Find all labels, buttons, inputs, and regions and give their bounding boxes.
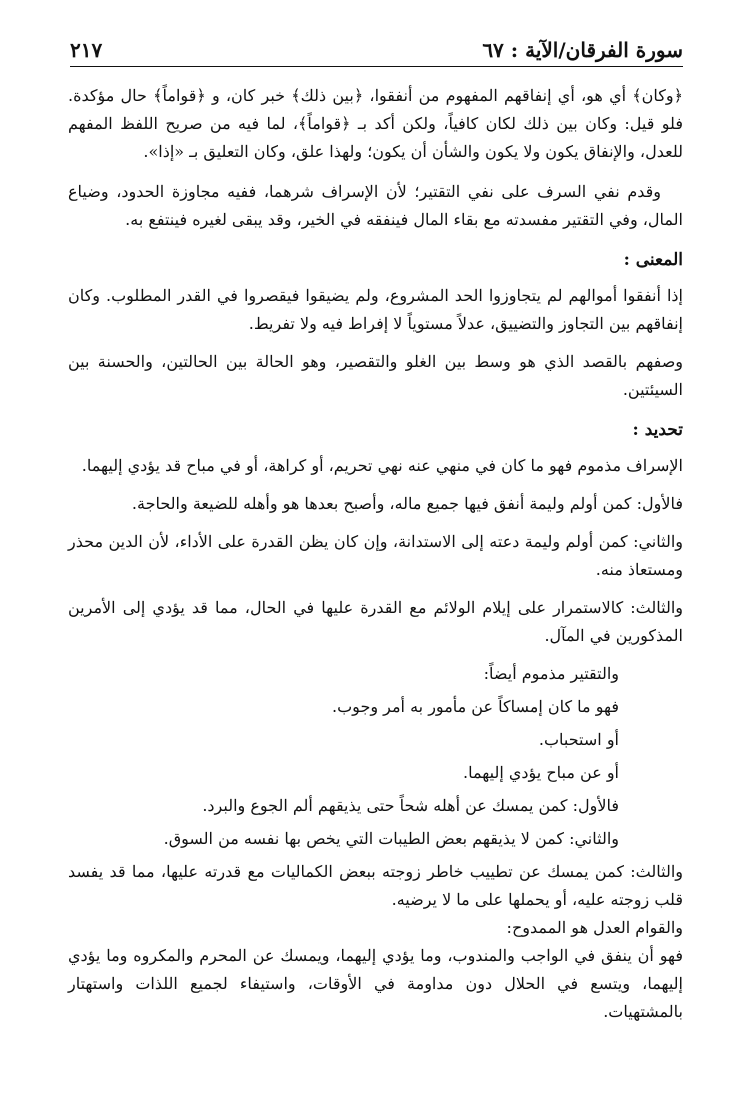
definition-paragraph-5: فالأول: كمن يمسك عن أهله شحاً حتى يذيقهم ألم الجوع والبرد. xyxy=(202,796,619,815)
stingy-list-item: أو عن مباح يؤدي إليهما. xyxy=(463,763,619,782)
definition-paragraph-1: الإسراف مذموم فهو ما كان في منهي عنه نهي تحريم، أو كراهة، أو في مباح قد يؤدي إليهما. xyxy=(81,456,683,475)
page-header xyxy=(70,28,683,67)
definition-paragraph-2: فالأول: كمن أولم وليمة أنفق فيها جميع ماله، وأصبح بعدها هو وأهله للضيعة والحاجة. xyxy=(131,494,683,513)
definition-paragraph-4: والثالث: كالاستمرار على إيلام الولائم مع القدرة عليها في الحال، مما قد يؤدي إلى الأمرين المذكورين في المآل. xyxy=(68,598,683,645)
surah-title: سورة الفرقان/الآية : ٦٧ xyxy=(482,38,683,62)
definition-heading: تحديد : xyxy=(632,420,683,440)
page-content xyxy=(68,82,683,1026)
definition-paragraph-9: فهو أن ينفق في الواجب والمندوب، وما يؤدي إليهما، ويمسك عن المحرم والمكروه وما يؤدي إليهما، ويتسع في الحلال دون مداومة في الأوقات، واستيفاء لجميع اللذات واستهتار بالمشتهيات. xyxy=(68,946,683,1021)
stingy-list-item: فهو ما كان إمساكاً عن مأمور به أمر وجوب. xyxy=(332,697,619,716)
stingy-list-item: أو استحباب. xyxy=(538,730,619,749)
meaning-heading: المعنى : xyxy=(623,250,683,270)
stingy-intro: والتقتير مذموم أيضاً: xyxy=(483,664,619,683)
intro-paragraph-2: وقدم نفي السرف على نفي التقتير؛ لأن الإسراف شرهما، ففيه مجاوزة الحدود، وضياع المال، وفي التقتير مفسدته مع بقاء المال فينفقه في الخير، وقد يبقى لغيره فينتفع به. xyxy=(68,182,683,229)
definition-paragraph-6: والثاني: كمن لا يذيقهم بعض الطيبات التي يخص بها نفسه من السوق. xyxy=(163,829,619,848)
definition-paragraph-8: والقوام العدل هو الممدوح: xyxy=(506,918,683,937)
definition-paragraph-7: والثالث: كمن يمسك عن تطييب خاطر زوجته ببعض الكماليات مع قدرته عليها، مما قد يفسد قلب زوجته عليه، أو يحملها على ما لا يرضيه. xyxy=(68,862,683,909)
intro-paragraph-1: ﴿وكان﴾ أي هو، أي إنفاقهم المفهوم من أنفقوا، ﴿بين ذلك﴾ خبر كان، و ﴿قواماً﴾ حال مؤكدة. فلو قيل: وكان بين ذلك لكان كافياً، ولكن أكد بـ ﴿قواماً﴾، لما فيه من صريح اللفظ المفهم للعدل، والإنفاق يكون ولا يكون والشأن أن يكون؛ ولهذا علق، وكان التعليق بـ «إذا». xyxy=(68,86,683,161)
meaning-paragraph-1: إذا أنفقوا أموالهم لم يتجاوزوا الحد المشروع، ولم يضيقوا فيقصروا في القدر المطلوب. وكان إنفاقهم بين التجاوز والتضييق، عدلاً مستوياً لا إفراط فيه ولا تفريط. xyxy=(68,286,683,333)
definition-paragraph-3: والثاني: كمن أولم وليمة دعته إلى الاستدانة، وإن كان يظن القدرة على الأداء، لأن الدين محذر ومستعاذ منه. xyxy=(68,532,683,579)
page-number: ٢١٧ xyxy=(70,38,103,62)
meaning-paragraph-2: وصفهم بالقصد الذي هو وسط بين الغلو والتقصير، وهو الحالة بين الحالتين، والحسنة بين السيئتين. xyxy=(68,352,684,399)
